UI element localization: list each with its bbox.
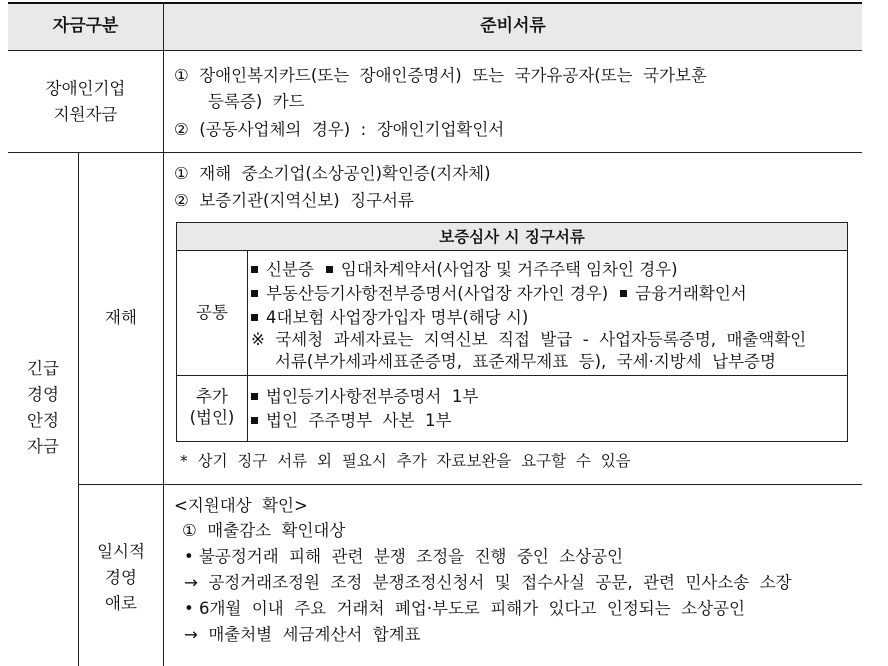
subcategory-temporary-1: 일시적 <box>97 542 145 561</box>
bullet-square-icon <box>251 393 258 400</box>
extra-row-2-text: 법인 주주명부 사본 1부 <box>266 411 452 430</box>
category-emergency-2: 경영 <box>27 385 59 404</box>
extra-row-2 <box>251 411 451 431</box>
disaster-footnote: * 상기 징구 서류 외 필요시 추가 자료보완을 요구할 수 있음 <box>180 452 631 470</box>
header-divider <box>8 50 862 51</box>
common-label: 공통 <box>196 303 228 322</box>
extra-label-line1: 추가 <box>196 387 228 406</box>
common-row-2 <box>251 284 747 304</box>
temporary-line5: • 6개월 이내 주요 거래처 폐업·부도로 피해가 있다고 인정되는 소상공인 <box>184 599 745 618</box>
common-row-2a: 부동산등기사항전부증명서(사업장 자가인 경우) <box>266 284 609 303</box>
header-documents: 준비서류 <box>480 16 546 36</box>
common-note-line1: ※ 국세청 과세자료는 지역신보 직접 발급 - 사업자등록증명, 매출액확인 <box>251 330 807 349</box>
bullet-square-icon <box>251 290 258 297</box>
inner-table-title: 보증심사 시 징구서류 <box>439 228 585 246</box>
common-note-line2: 서류(부가세과세표준증명, 표준재무제표 등), 국세·지방세 납부증명 <box>275 352 776 371</box>
extra-row-1-text: 법인등기사항전부증명서 1부 <box>266 387 479 406</box>
column-divider <box>163 2 164 666</box>
document-table <box>8 2 862 666</box>
common-row-2b: 금융거래확인서 <box>635 284 747 303</box>
extra-label-line2: (법인) <box>189 408 235 427</box>
common-row-1 <box>251 260 678 280</box>
subcolumn-divider <box>78 152 79 666</box>
header-category: 자금구분 <box>52 16 119 36</box>
category-disabled-line2: 지원자금 <box>53 105 118 124</box>
disabled-item1-line2: 등록증) 카드 <box>208 92 305 111</box>
bullet-square-icon <box>251 266 258 273</box>
category-emergency-4: 자금 <box>27 437 59 456</box>
temporary-line4: → 공정거래조정원 조정 분쟁조정신청서 및 접수사실 공문, 관련 민사소송 소장 <box>184 573 792 592</box>
common-row-1b: 임대차계약서(사업장 및 거주주택 임차인 경우) <box>340 260 678 279</box>
subrow-divider <box>78 484 862 485</box>
temporary-line6: → 매출처별 세금계산서 합계표 <box>184 625 421 644</box>
bullet-square-icon <box>620 290 627 297</box>
temporary-line2: ① 매출감소 확인대상 <box>182 521 346 540</box>
temporary-line1: <지원대상 확인> <box>174 496 308 515</box>
category-emergency-1: 긴급 <box>27 359 59 378</box>
common-row-3 <box>251 308 528 328</box>
bullet-square-icon <box>251 417 258 424</box>
subcategory-disaster: 재해 <box>105 308 137 327</box>
bullet-square-icon <box>326 266 333 273</box>
disabled-item1-line1: ① 장애인복지카드(또는 장애인증명서) 또는 국가유공자(또는 국가보훈 <box>174 66 707 85</box>
subcategory-temporary-2: 경영 <box>105 568 137 587</box>
bullet-square-icon <box>251 314 258 321</box>
table-top-border <box>8 2 862 4</box>
inner-column-divider <box>247 251 248 441</box>
disaster-item1: ① 재해 중소기업(소상공인)확인증(지자체) <box>174 164 491 183</box>
temporary-line3: • 불공정거래 피해 관련 분쟁 조정을 진행 중인 소상공인 <box>184 547 624 566</box>
category-emergency-3: 안정 <box>27 411 59 430</box>
extra-row-1 <box>251 387 478 407</box>
inner-row-divider <box>177 375 847 376</box>
subcategory-temporary-3: 애로 <box>105 594 137 613</box>
disaster-item2: ② 보증기관(지역신보) 징구서류 <box>174 191 414 210</box>
common-row-1a: 신분증 <box>266 260 314 279</box>
category-disabled-line1: 장애인기업 <box>45 79 126 98</box>
common-row-3-text: 4대보험 사업장가입자 명부(해당 시) <box>266 308 529 327</box>
disabled-item2: ② (공동사업체의 경우) : 장애인기업확인서 <box>174 120 505 139</box>
guarantee-documents-table <box>176 222 848 442</box>
row-divider <box>8 152 862 153</box>
